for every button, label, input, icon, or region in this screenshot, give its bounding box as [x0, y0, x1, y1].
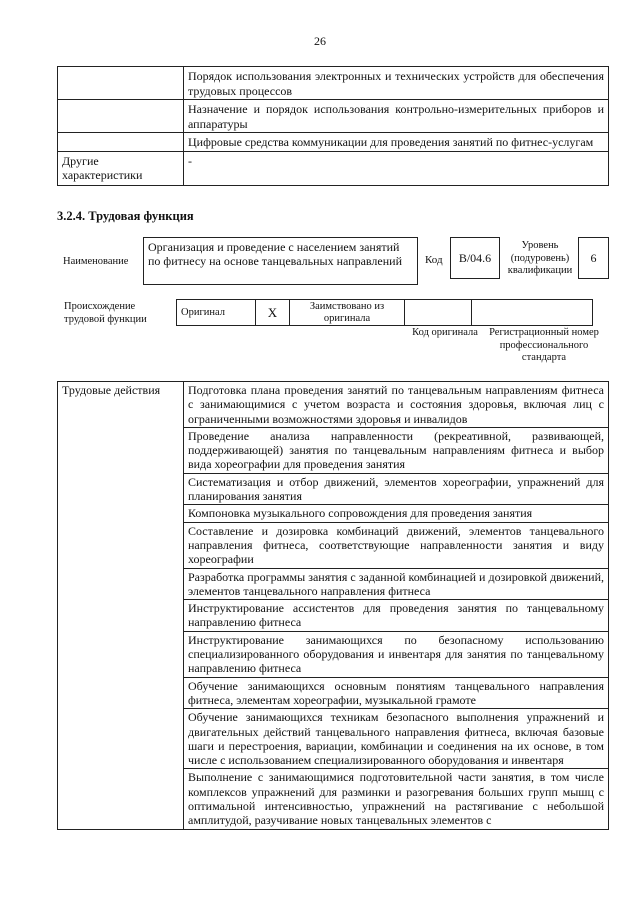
original-mark: X: [256, 300, 290, 326]
table-cell: Компоновка музыкального сопровождения для проведения занятия: [184, 505, 609, 522]
code-label: Код: [425, 254, 443, 266]
code-value: B/04.6: [450, 237, 500, 279]
code-original-cell: [405, 300, 472, 326]
page-number: 26: [314, 34, 326, 48]
labor-actions-label: Трудовые действия: [58, 382, 184, 830]
reg-number-label: Регистрационный номер профессионального стандарта: [489, 327, 599, 363]
origin-label: Происхождение трудовой функции: [64, 301, 147, 325]
name-value: Организация и проведение с населением занятий по фитнесу на основе танцевальных направлений: [143, 237, 418, 285]
table-cell: Назначение и порядок использования контрольно-измерительных приборов и аппаратуры: [184, 100, 609, 133]
code-original-label: Код оригинала: [412, 327, 478, 338]
empty-cell: [58, 67, 184, 100]
empty-cell: [58, 100, 184, 133]
table-cell: Разработка программы занятия с заданной комбинацией и дозировкой движений, элементов танцевального направления фитнеса: [184, 568, 609, 600]
table-row: [58, 133, 609, 152]
table-cell: Инструктирование занимающихся по безопасному использованию специализированного оборудования и инвентаря для занятия по танцевальному направлению фитнеса: [184, 631, 609, 677]
table-row: [58, 100, 609, 133]
other-characteristics-value: -: [184, 151, 609, 185]
level-value: 6: [578, 237, 609, 279]
level-label: Уровень (подуровень) квалификации: [507, 240, 573, 276]
section-title: 3.2.4. Трудовая функция: [57, 209, 194, 223]
table-cell: Подготовка плана проведения занятий по танцевальным направлениям фитнеса с занимающимися с учетом возраста и состояния здоровья, включая лиц с ограниченными возможностями здоровья и инвалидов: [184, 382, 609, 428]
reg-number-cell: [472, 300, 593, 326]
table-cell: Выполнение с занимающимися подготовительной части занятия, в том числе комплексов упражнений для разминки и разогревания больших групп мышц с оптимальной интенсивностью, упражнений на растягивание с небольшой амплитудой, разучивание новых танцевальных элементов с: [184, 769, 609, 829]
table-row: [177, 300, 593, 326]
name-label: Наименование: [63, 256, 129, 267]
table-cell: Составление и дозировка комбинаций движений, элементов танцевального направления фитнеса, соответствующие направленности занятия и виду хореографии: [184, 522, 609, 568]
table-cell: Порядок использования электронных и технических устройств для обеспечения трудовых процессов: [184, 67, 609, 100]
labor-actions-table: [57, 381, 609, 830]
table-row: [58, 382, 609, 428]
table-cell: Обучение занимающихся техникам безопасного выполнения упражнений и двигательных действий танцевального направления фитнеса, включая базовые шаги и перестроения, вариации, комбинации и соединения на их основе, в том числе с использованием специализированного оборудования и инвентаря: [184, 709, 609, 769]
characteristics-table: [57, 66, 609, 186]
table-cell: Инструктирование ассистентов для проведения занятия по танцевальному направлению фитнеса: [184, 600, 609, 632]
original-label: Оригинал: [177, 300, 256, 326]
empty-cell: [58, 133, 184, 152]
origin-table: [176, 299, 593, 326]
table-cell: Обучение занимающихся основным понятиям танцевального направления фитнеса, элементам хореографии, музыкальной грамоте: [184, 677, 609, 709]
table-row: [58, 151, 609, 185]
borrowed-label: Заимствовано из оригинала: [290, 300, 405, 326]
table-cell: Проведение анализа направленности (рекреативной, развивающей, поддерживающей) занятия по танцевальным направлениям фитнеса и выбор вида хореографии для проведения занятия: [184, 427, 609, 473]
table-cell: Систематизация и отбор движений, элементов хореографии, упражнений для планирования занятия: [184, 473, 609, 505]
table-row: [58, 67, 609, 100]
table-cell: Цифровые средства коммуникации для проведения занятий по фитнес-услугам: [184, 133, 609, 152]
other-characteristics-label: Другие характеристики: [58, 151, 184, 185]
